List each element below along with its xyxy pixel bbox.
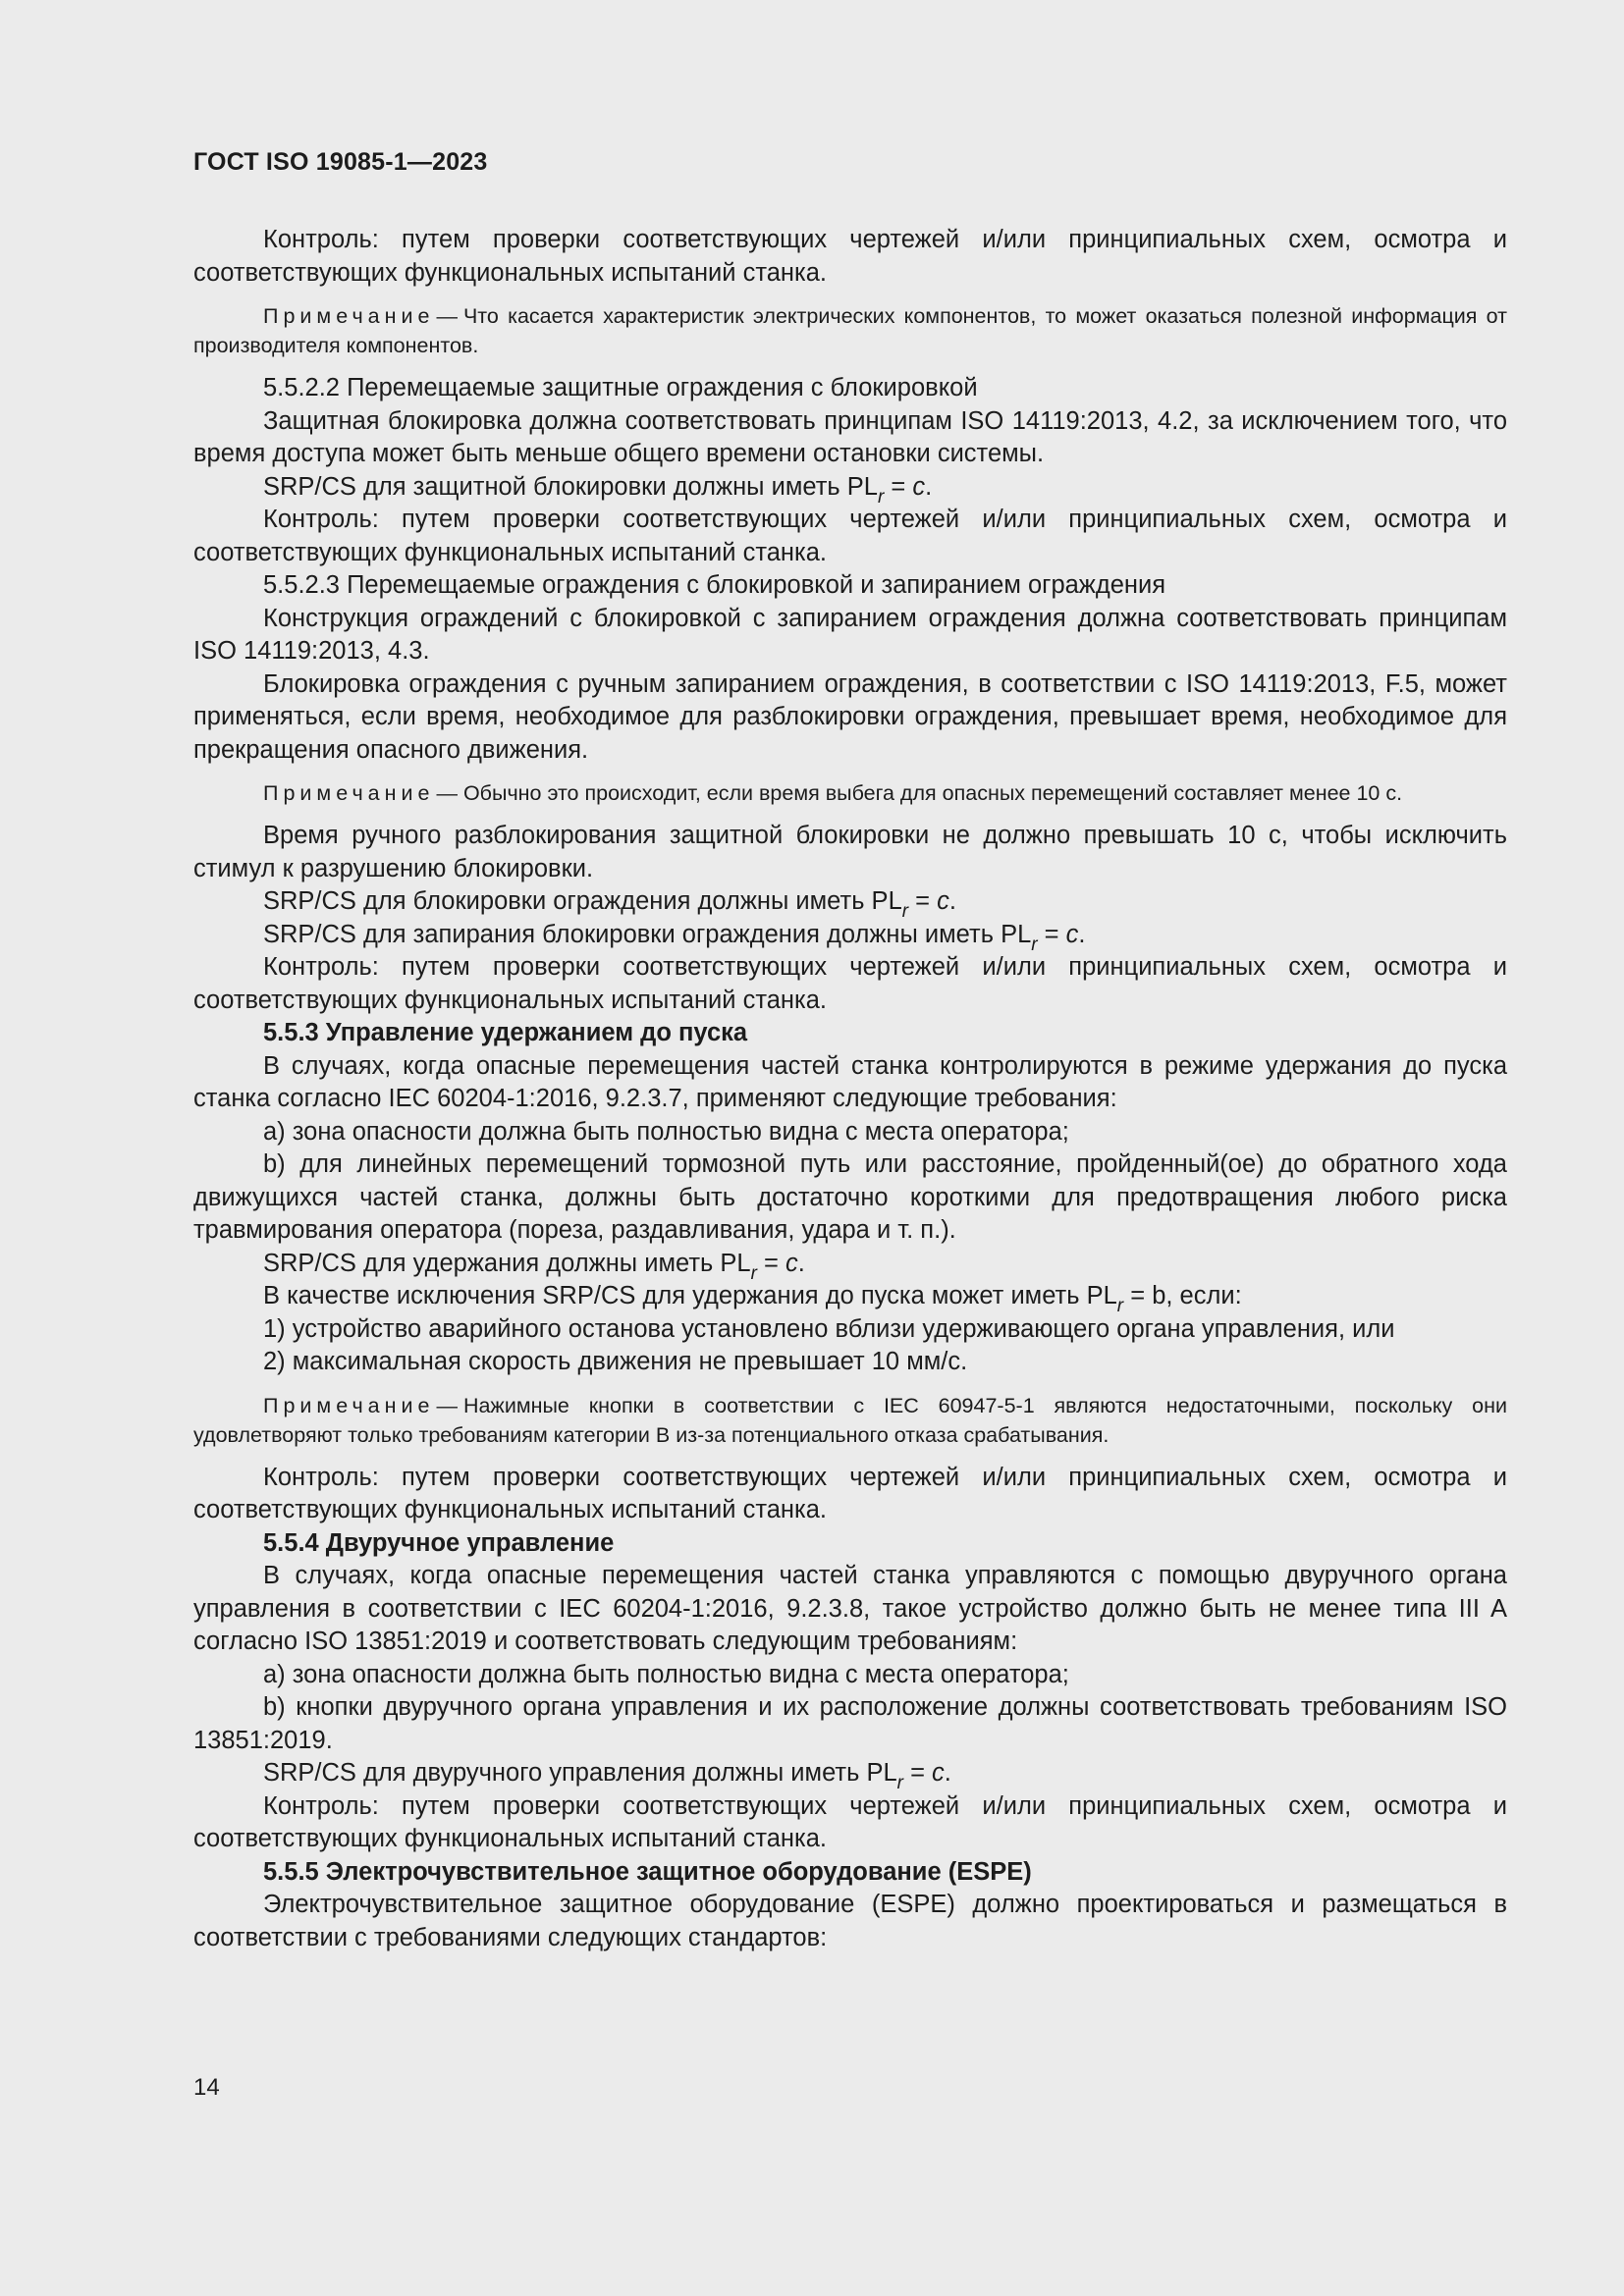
list-item: a) зона опасности должна быть полностью видна с места оператора;: [263, 1660, 1069, 1688]
note-text: Нажимные кнопки в соответствии с IEC 60947-5-1 являются недостаточными, поскольку они удовлетворяют только требованиям категории B из-за потенциального отказа срабатывания.: [193, 1393, 1507, 1447]
list-item: a) зона опасности должна быть полностью видна с места оператора;: [263, 1117, 1069, 1146]
list-item: 2) максимальная скорость движения не превышает 10 мм/с.: [263, 1348, 968, 1375]
requirement-line: SRP/CS для блокировки ограждения должны иметь $PL_r = c$.: [263, 887, 956, 922]
requirement-line: В качестве исключения SRP/CS для удержания до пуска может иметь $PL_r = b$, если:: [263, 1282, 1242, 1316]
paragraph: Контроль: путем проверки соответствующих чертежей и/или принципиальных схем, осмотра и соответствующих функциональных испытаний станка.: [193, 506, 1507, 566]
paragraph: Контроль: путем проверки соответствующих чертежей и/или принципиальных схем, осмотра и соответствующих функциональных испытаний станка.: [193, 1463, 1507, 1523]
requirement-line: SRP/CS для двуручного управления должны иметь $PL_r = c$.: [263, 1759, 951, 1793]
requirement-line: SRP/CS для защитной блокировки должны иметь $PL_r = c$.: [263, 472, 933, 507]
note-label: Примечание: [263, 1393, 435, 1417]
page-number: 14: [193, 2074, 220, 2101]
paragraph: Контроль: путем проверки соответствующих чертежей и/или принципиальных схем, осмотра и соответствующих функциональных испытаний станка.: [193, 226, 1507, 287]
subsection-title: 5.5.2.3 Перемещаемые ограждения с блокировкой и запиранием ограждения: [263, 571, 1166, 599]
paragraph: В случаях, когда опасные перемещения частей станка контролируются в режиме удержания до пуска станка согласно IEC 60204-1:2016, 9.2.3.7, применяют следующие требования:: [193, 1051, 1507, 1112]
paragraph: Блокировка ограждения с ручным запиранием ограждения, в соответствии с ISO 14119:2013, F.5, может применяться, если время, необходимое для разблокировки ограждения, превышает время, необходимое для прекращения опасного движения.: [193, 669, 1507, 764]
note-text: Обычно это происходит, если время выбега для опасных перемещений составляет менее 10 с.: [462, 781, 1403, 805]
note: Примечание— Нажимные кнопки в соответствии с IEC 60947-5-1 являются недостаточными, поскольку они удовлетворяют только требованиям категории B из-за потенциального отказа срабатывания.: [193, 1393, 1507, 1447]
paragraph: Контроль: путем проверки соответствующих чертежей и/или принципиальных схем, осмотра и соответствующих функциональных испытаний станка.: [193, 953, 1507, 1014]
paragraph: Защитная блокировка должна соответствовать принципам ISO 14119:2013, 4.2, за исключением того, что время доступа может быть меньше общего времени остановки системы.: [193, 406, 1507, 467]
list-item: b) кнопки двуручного органа управления и их расположение должны соответствовать требованиям ISO 13851:2019.: [193, 1693, 1507, 1754]
document-header: ГОСТ ISO 19085-1—2023: [193, 148, 488, 176]
subsection-title: 5.5.2.2 Перемещаемые защитные ограждения с блокировкой: [263, 374, 978, 401]
requirement-line: SRP/CS для запирания блокировки ограждения должны иметь $PL_r = c$.: [263, 920, 1086, 955]
note-label: Примечание: [263, 781, 435, 805]
section-heading: 5.5.4 Двуручное управление: [263, 1528, 615, 1557]
note-text: Что касается характеристик электрических компонентов, то может оказаться полезной информация от производителя компонентов.: [193, 304, 1507, 357]
paragraph: Контроль: путем проверки соответствующих чертежей и/или принципиальных схем, осмотра и соответствующих функциональных испытаний станка.: [193, 1791, 1507, 1852]
paragraph: Время ручного разблокирования защитной блокировки не должно превышать 10 с, чтобы исключить стимул к разрушению блокировки.: [193, 822, 1507, 882]
section-heading: 5.5.5 Электрочувствительное защитное оборудование (ESPE): [263, 1857, 1032, 1886]
note-label: Примечание: [263, 304, 435, 328]
note: Примечание— Что касается характеристик электрических компонентов, то может оказаться полезной информация от производителя компонентов.: [193, 304, 1507, 357]
list-item: 1) устройство аварийного останова установлено вблизи удерживающего органа управления, или: [263, 1314, 1395, 1343]
paragraph: Электрочувствительное защитное оборудование (ESPE) должно проектироваться и размещаться в соответствии с требованиями следующих стандартов:: [193, 1891, 1507, 1951]
list-item: b) для линейных перемещений тормозной путь или расстояние, пройденный(ое) до обратного хода движущихся частей станка, должны быть достаточно короткими для предотвращения любого риска травмирования оператора (пореза, раздавливания, удара и т. п.).: [193, 1150, 1507, 1244]
paragraph: В случаях, когда опасные перемещения частей станка управляются с помощью двуручного органа управления в соответствии с IEC 60204-1:2016, 9.2.3.8, такое устройство должно быть не менее типа III A согласно ISO 13851:2019 и соответствовать следующим требованиям:: [193, 1562, 1507, 1655]
requirement-line: SRP/CS для удержания должны иметь $PL_r = c$.: [263, 1249, 805, 1284]
section-heading: 5.5.3 Управление удержанием до пуска: [263, 1019, 748, 1046]
document-body: [193, 224, 1507, 1954]
note: Примечание— Обычно это происходит, если время выбега для опасных перемещений составляет менее 10 с.: [263, 781, 1403, 805]
paragraph: Конструкция ограждений с блокировкой с запиранием ограждения должна соответствовать принципам ISO 14119:2013, 4.3.: [193, 604, 1507, 665]
